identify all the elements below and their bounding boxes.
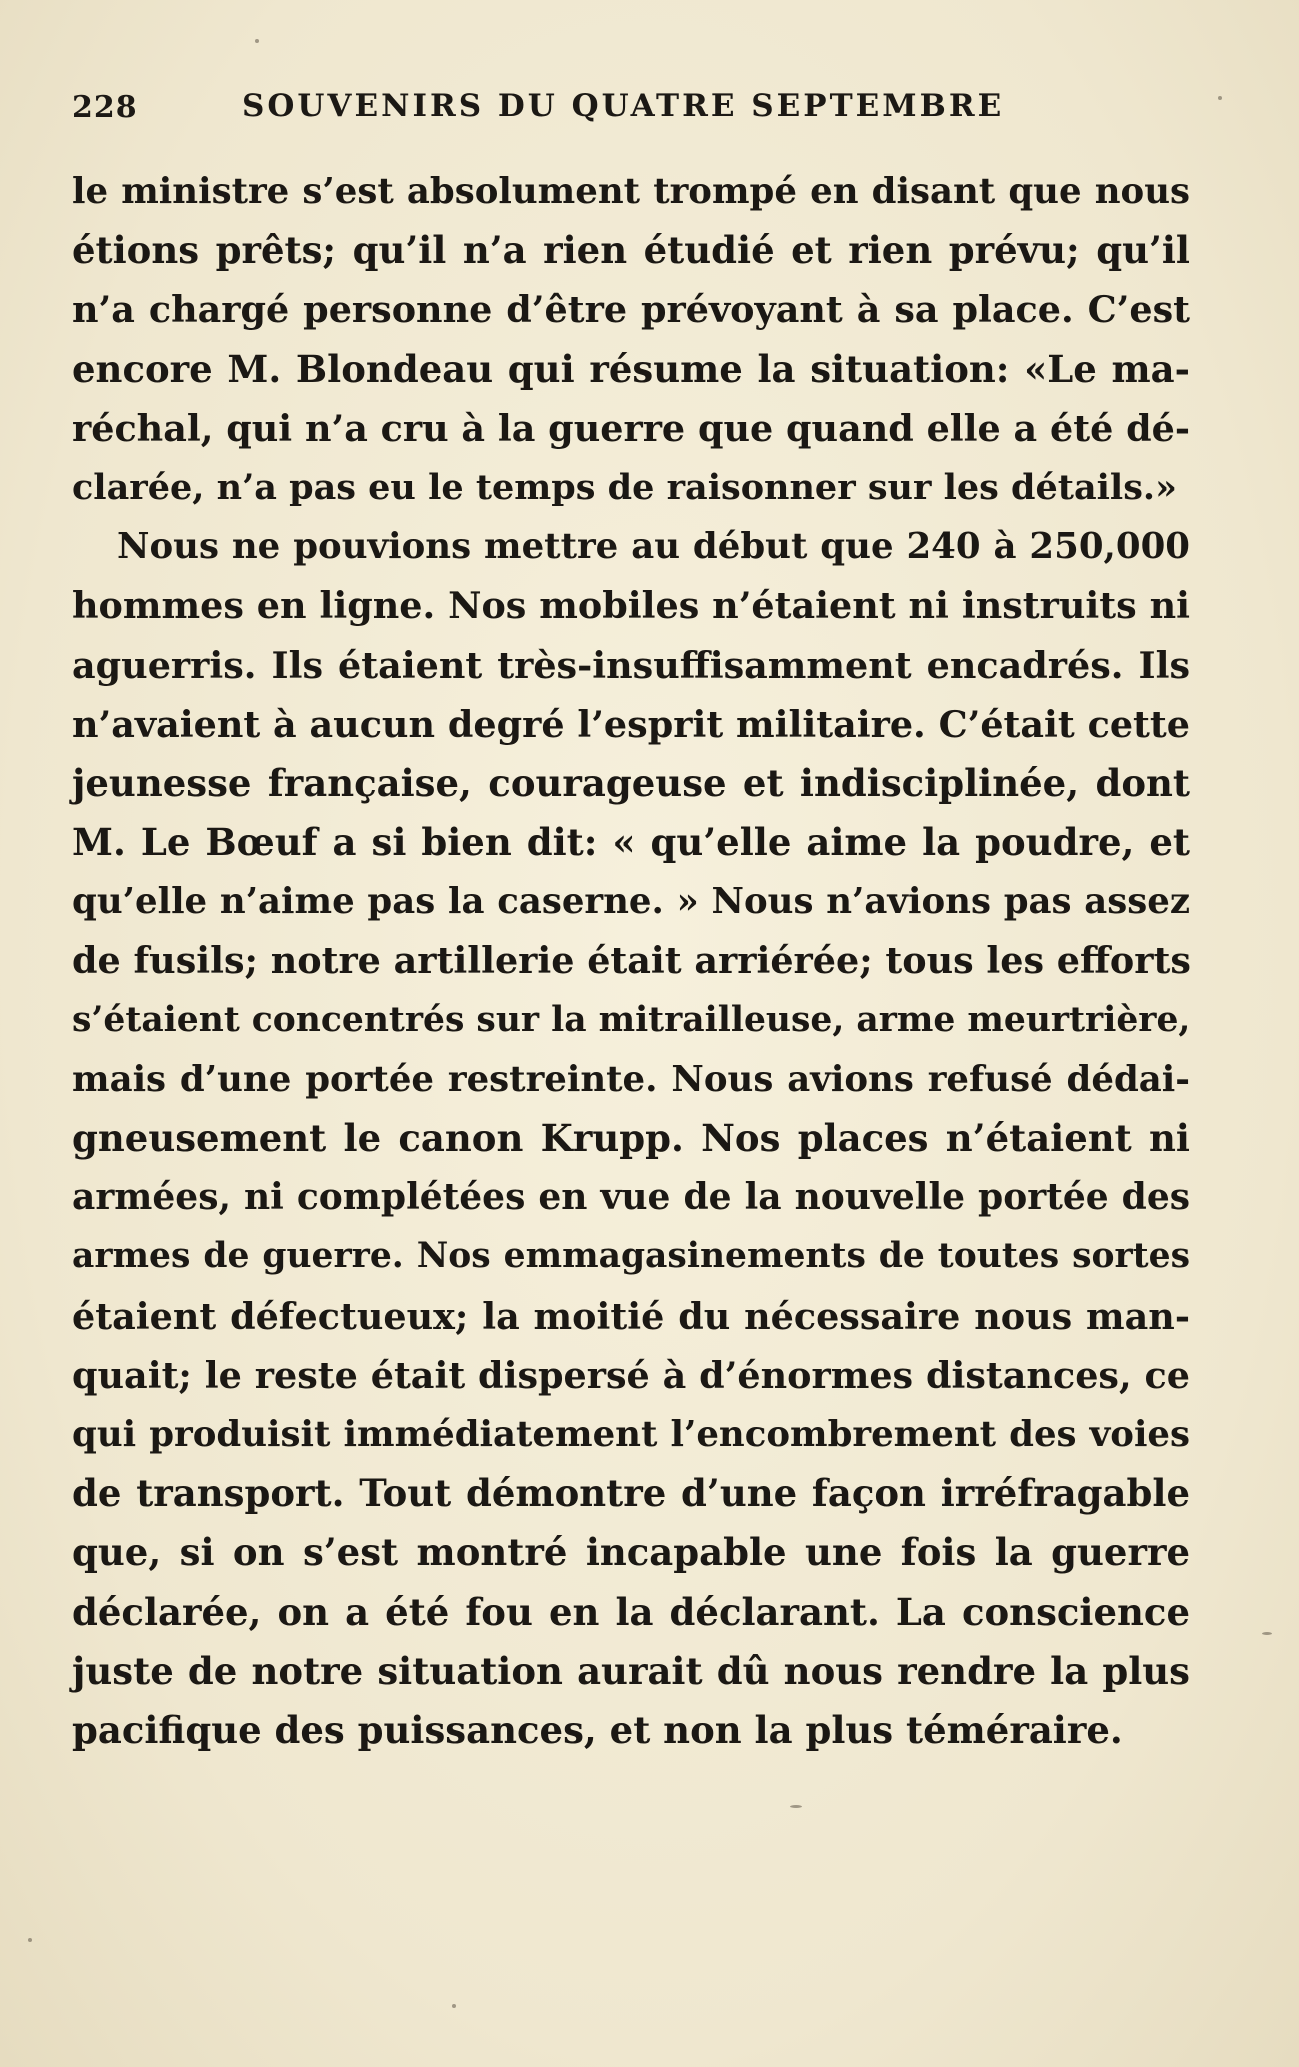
paper-speck: [28, 1938, 32, 1942]
body-text: [72, 162, 1190, 1760]
text-line: le ministre s’est absolument trompé en disant que nous: [72, 171, 1190, 212]
text-line: qui produisit immédiatement l’encombrement des voies: [72, 1413, 1190, 1455]
text-line: quait; le reste était dispersé à d’énormes distances, ce: [72, 1353, 1190, 1397]
text-line: aguerris. Ils étaient très-insuffisamment encadrés. Ils: [72, 643, 1190, 687]
text-line: de fusils; notre artillerie était arriérée; tous les efforts: [72, 939, 1191, 983]
text-line: n’a chargé personne d’être prévoyant à sa place. C’est: [72, 288, 1190, 332]
text-line: réchal, qui n’a cru à la guerre que quand elle a été dé-: [72, 406, 1190, 450]
text-line: armées, ni complétées en vue de la nouvelle portée des: [72, 1176, 1190, 1219]
paper-speck: [1262, 1632, 1272, 1635]
paper-speck: [790, 1805, 802, 1808]
text-line: de transport. Tout démontre d’une façon irréfragable: [72, 1471, 1190, 1516]
text-line: étaient défectueux; la moitié du nécessaire nous man-: [72, 1294, 1190, 1338]
text-line: pacifique des puissances, et non la plus téméraire.: [72, 1707, 1123, 1752]
text-line: mais d’une portée restreinte. Nous avions refusé dédai-: [72, 1058, 1190, 1100]
paper-speck: [255, 39, 259, 43]
text-line: jeunesse française, courageuse et indisciplinée, dont: [72, 760, 1190, 805]
text-line: Nous ne pouvions mettre au début que 240 à 250,000: [117, 526, 1190, 568]
text-line: étions prêts; qu’il n’a rien étudié et rien prévu; qu’il: [72, 228, 1190, 273]
text-line: juste de notre situation aurait dû nous rendre la plus: [72, 1648, 1190, 1693]
text-line: encore M. Blondeau qui résume la situation: «Le ma-: [72, 346, 1190, 391]
text-line: armes de guerre. Nos emmagasinements de toutes sortes: [72, 1236, 1190, 1277]
text-line: déclarée, on a été fou en la déclarant. La conscience: [72, 1589, 1190, 1634]
text-line: clarée, n’a pas eu le temps de raisonner sur les détails.»: [72, 466, 1177, 508]
paper-speck: [1218, 96, 1222, 100]
page-number: 228: [72, 90, 138, 125]
text-line: M. Le Bœuf a si bien dit: « qu’elle aime la poudre, et: [72, 820, 1190, 865]
page-header: [72, 82, 1022, 142]
text-line: gneusement le canon Krupp. Nos places n’étaient ni: [72, 1116, 1190, 1160]
text-line: s’étaient concentrés sur la mitrailleuse, arme meurtrière,: [72, 999, 1191, 1040]
paper-speck: [452, 2004, 456, 2008]
text-line: que, si on s’est montré incapable une fois la guerre: [72, 1530, 1190, 1575]
running-title: SOUVENIRS DU QUATRE SEPTEMBRE: [242, 88, 1005, 124]
text-line: hommes en ligne. Nos mobiles n’étaient ni instruits ni: [72, 584, 1190, 628]
text-line: n’avaient à aucun degré l’esprit militaire. C’était cette: [72, 702, 1190, 746]
text-line: qu’elle n’aime pas la caserne. » Nous n’avions pas assez: [72, 881, 1190, 923]
